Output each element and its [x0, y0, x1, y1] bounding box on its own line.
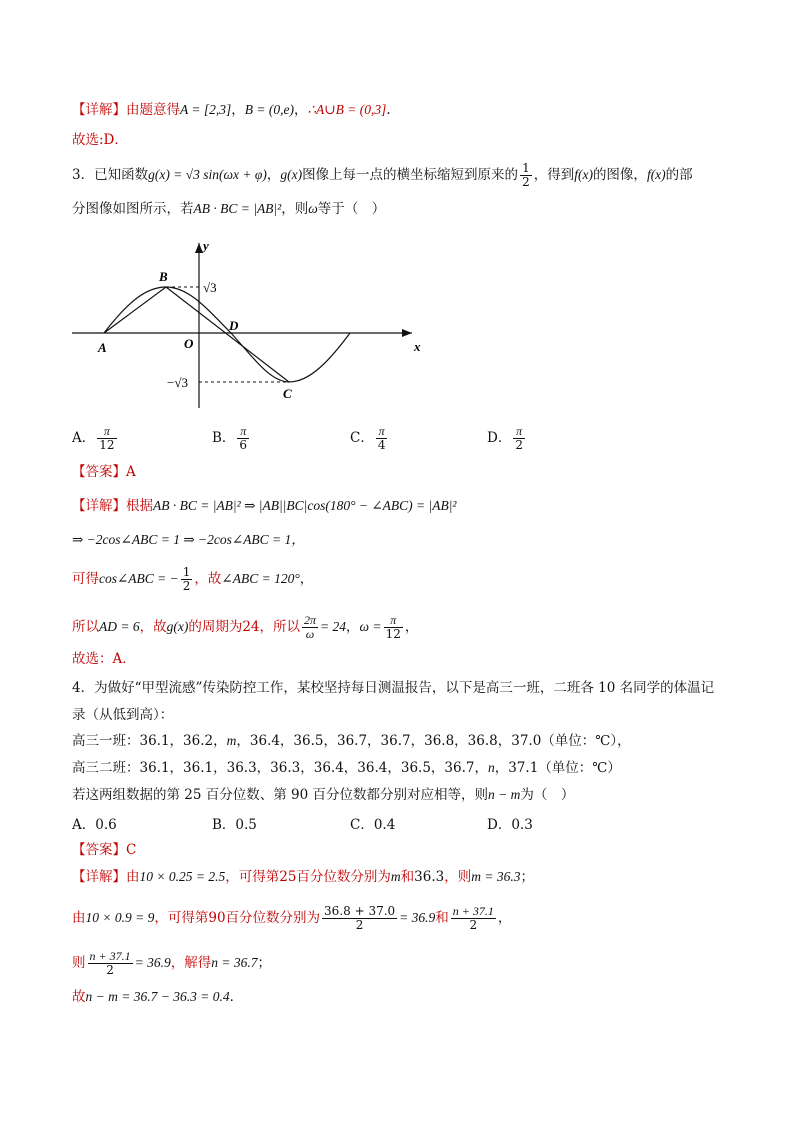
y-axis-arrow	[195, 243, 203, 253]
q4-class1-data: 高三一班：36.1，36.2，m，36.4，36.5，36.7，36.7，36.8，36.8，37.0（单位：℃），	[72, 733, 631, 749]
fraction-half: $\frac{1}{2}$	[522, 161, 530, 189]
prev-choice: 故选:D．	[72, 132, 128, 148]
triangle-abc	[104, 287, 289, 382]
sine-graph	[66, 238, 426, 418]
q3-option-b[interactable]: B． $\frac{\pi}{6}$	[212, 424, 248, 452]
q3-option-c[interactable]: C． $\frac{\pi}{4}$	[350, 424, 386, 452]
point-a-label: A	[98, 340, 107, 355]
q4-question: 若这两组数据的第 25 百分位数、第 90 百分位数都分别对应相等，则n − m为（ ）	[72, 787, 575, 803]
point-c-label: C	[283, 386, 292, 401]
q4-stem-line1: 4．为做好“甲型流感”传染防控工作，某校坚持每日测温报告，以下是高三一班，二班各 10 名同学的体温记	[72, 680, 715, 696]
q4-solution-line1: 【详解】由10 × 0.25 = 2.5，可得第25百分位数分别为m和36.3，则m = 36.3；	[72, 869, 534, 885]
q3-solution-line2: ⇒ −2cos∠ABC = 1 ⇒ −2cos∠ABC = 1，	[72, 532, 305, 547]
q3-option-d[interactable]: D． $\frac{\pi}{2}$	[487, 424, 523, 452]
q4-option-d[interactable]: D．0.3	[487, 817, 533, 833]
q3-stem-line1: 3．已知函数g(x) = √3 sin(ωx + φ)，g(x)图像上每一点的横坐标缩短到原来的 $\frac{1}{2}$ ，得到f(x)的图像，f(x)的部	[72, 161, 693, 189]
q4-class2-data: 高三二班：36.1，36.1，36.3，36.3，36.4，36.4，36.5，36.7，n，37.1（单位：℃）	[72, 760, 621, 776]
origin-label: O	[184, 336, 194, 351]
q3-solution-line1: 【详解】根据AB · BC = |AB|² ⇒ |AB||BC|cos(180° − ∠ABC) = |AB|²	[72, 498, 457, 514]
point-b-label: B	[159, 269, 168, 284]
solution-tag: 【详解】	[72, 102, 126, 118]
x-axis-label: x	[414, 339, 421, 354]
prev-solution-line: 【详解】由题意得A = [2,3]，B = (0,e)，∴A∪B = (0,3].	[72, 102, 391, 118]
q3-option-a[interactable]: A． $\frac{\pi}{12}$	[72, 424, 115, 452]
sqrt3-label: √3	[203, 280, 217, 295]
y-axis-label: y	[203, 238, 209, 253]
q4-option-b[interactable]: B．0.5	[212, 817, 257, 833]
x-axis-arrow	[402, 329, 412, 337]
q4-option-c[interactable]: C．0.4	[350, 817, 396, 833]
q4-stem-line2: 录（从低到高）：	[72, 707, 174, 723]
q3-answer: 【答案】A	[72, 464, 136, 480]
q3-choice: 故选：A．	[72, 651, 136, 667]
point-d-label: D	[229, 318, 239, 333]
q4-answer: 【答案】C	[72, 842, 137, 858]
q4-option-a[interactable]: A．0.6	[72, 817, 117, 833]
q3-solution-line3: 可得cos∠ABC = − $\frac{1}{2}$ ，故∠ABC = 120°，	[72, 565, 314, 593]
q3-stem-line2: 分图像如图所示，若AB · BC = |AB|²，则ω等于（ ）	[72, 201, 386, 217]
q4-solution-line3: 则 $\frac{n + 37.1}{2}$ = 36.9，解得n = 36.7；	[72, 949, 271, 977]
q3-solution-line4: 所以AD = 6，故g(x)的周期为24，所以 $\frac{2\pi}{\omega}$ = 24，ω = $\frac{\pi}{12}$ ，	[72, 613, 419, 641]
q4-solution-line4: 故n − m = 36.7 − 36.3 = 0.4．	[72, 989, 244, 1005]
neg-sqrt3-label: −√3	[167, 375, 188, 390]
q4-solution-line2: 由10 × 0.9 = 9，可得第90百分位数分别为 $\frac{36.8 + 37.0}{2}$ = 36.9和 $\frac{n + 37.1}{2}$ ，	[72, 904, 512, 932]
